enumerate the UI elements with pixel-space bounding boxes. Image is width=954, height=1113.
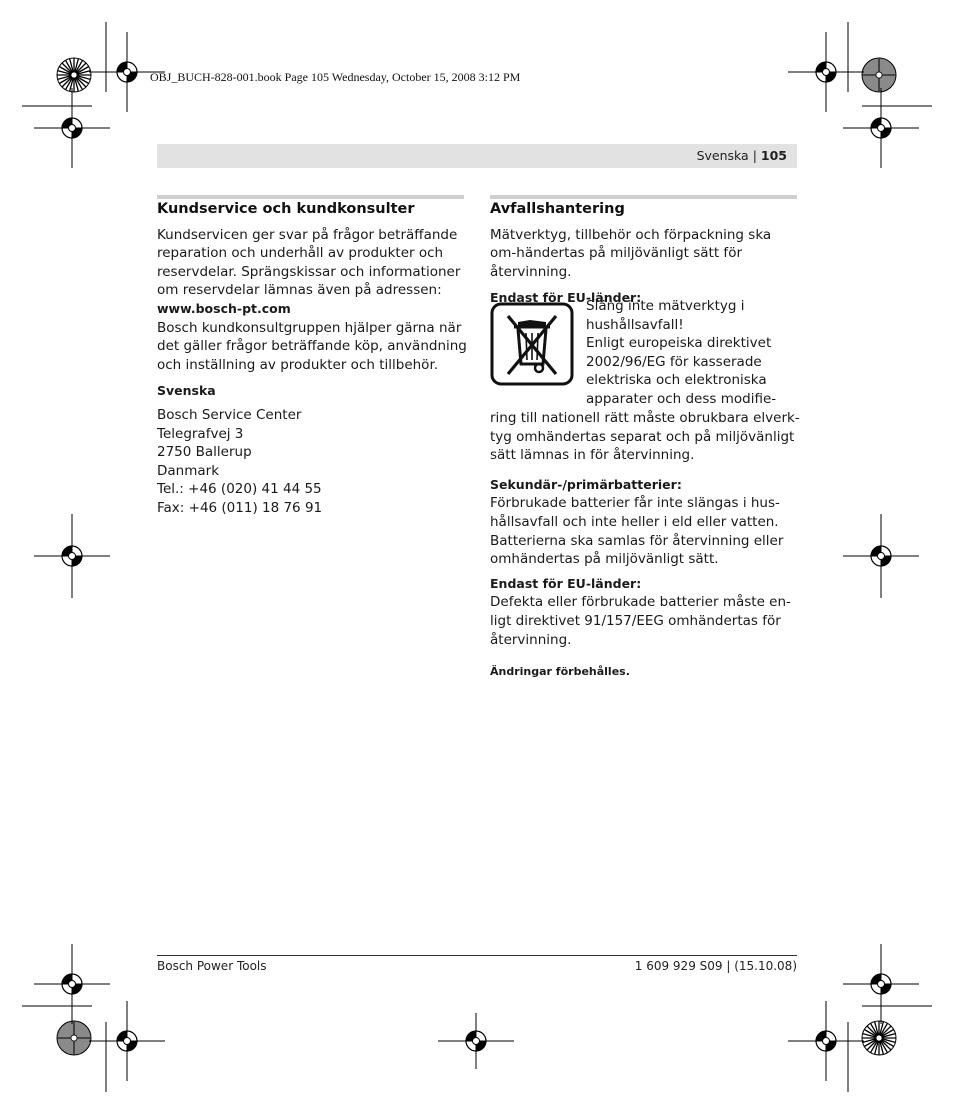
crosshair-registration-mark-icon — [788, 32, 864, 112]
header-separator: | — [752, 148, 757, 163]
customer-service-heading: Kundservice och kundkonsulter — [157, 201, 415, 217]
disposal-heading: Avfallshantering — [490, 201, 625, 217]
address-phone: Tel.: +46 (020) 41 44 55 — [157, 481, 322, 498]
eu-battery-line: Defekta eller förbrukade batterier måste en- — [490, 594, 791, 611]
country-label: Svenska — [157, 383, 216, 399]
weee-line: Släng inte mätverktyg i — [586, 298, 745, 314]
changes-reserved: Ändringar förbehålles. — [490, 665, 630, 679]
address-fax: Fax: +46 (011) 18 76 91 — [157, 499, 323, 516]
weee-line: Enligt europeiska direktivet — [586, 335, 772, 352]
radial-color-target-icon — [862, 58, 896, 92]
crosshair-registration-mark-icon — [89, 32, 165, 112]
weee-line: 2002/96/EG för kasserade — [586, 353, 762, 370]
battery-line: omhändertas på miljövänligt sätt. — [490, 551, 719, 568]
battery-line: Förbrukade batterier får inte slängas i hus- — [490, 495, 780, 512]
radial-color-target-icon — [862, 1021, 896, 1055]
crosshair-registration-mark-icon — [89, 1001, 165, 1081]
eu-only-label: Endast för EU-länder: — [490, 290, 642, 306]
weee-continuation: ring till nationell rätt måste obrukbara elverk- — [490, 410, 800, 426]
battery-line: hållsavfall och inte heller i eld eller vatten. — [490, 513, 779, 530]
crosshair-registration-mark-icon — [843, 944, 919, 1024]
weee-continuation: sätt lämnas in för återvinning. — [490, 447, 695, 464]
crosshair-registration-mark-icon — [843, 514, 919, 598]
address-line: Danmark — [157, 462, 220, 479]
customer-service-intro: Kundservicen ger svar på frågor beträffande reparation och underhåll av produkter och reservdelar. Sprängskissar och informationer om reservdelar lämnas även på adressen: — [157, 226, 461, 299]
eu-battery-line: återvinning. — [490, 631, 572, 648]
file-info: OBJ_BUCH-828-001.book Page 105 Wednesday, October 15, 2008 3:12 PM — [150, 70, 521, 84]
address-line: Bosch Service Center — [157, 406, 302, 423]
weee-line: hushållsavfall! — [586, 316, 684, 333]
header-language: Svenska — [696, 148, 749, 163]
footer-document-number: 1 609 929 S09 | (15.10.08) — [634, 959, 797, 973]
bosch-url[interactable]: www.bosch-pt.com — [157, 300, 291, 316]
weee-line: apparater och dess modifie- — [586, 390, 777, 407]
crosshair-registration-mark-icon — [843, 88, 919, 168]
weee-continuation: tyg omhändertas separat och på miljövänligt — [490, 428, 795, 445]
crosshair-registration-mark-icon — [438, 1013, 514, 1069]
battery-line: Batterierna ska samlas för återvinning eller — [490, 532, 784, 549]
radial-color-target-icon — [57, 1021, 91, 1055]
address-line: 2750 Ballerup — [157, 444, 252, 461]
radial-color-target-icon — [57, 58, 91, 92]
page-number: 105 — [760, 148, 787, 163]
disposal-intro: Mätverktyg, tillbehör och förpackning ska om-händertas på miljövänligt sätt för återvinning. — [490, 226, 772, 280]
eu-only-label-battery: Endast för EU-länder: — [490, 575, 642, 591]
eu-battery-line: ligt direktivet 91/157/EEG omhändertas för — [490, 612, 781, 629]
crosshair-registration-mark-icon — [788, 1001, 864, 1081]
crosshair-registration-mark-icon — [34, 944, 110, 1024]
battery-label: Sekundär-/primärbatterier: — [490, 476, 682, 492]
consult-paragraph: Bosch kundkonsultgruppen hjälper gärna när det gäller frågor beträffande köp, användning och inställning av produkter och tillbehör. — [157, 319, 467, 373]
footer-brand: Bosch Power Tools — [157, 959, 267, 973]
weee-line: elektriska och elektroniska — [586, 372, 767, 389]
crosshair-registration-mark-icon — [34, 514, 110, 598]
address-line: Telegrafvej 3 — [157, 425, 244, 442]
crosshair-registration-mark-icon — [34, 88, 110, 168]
